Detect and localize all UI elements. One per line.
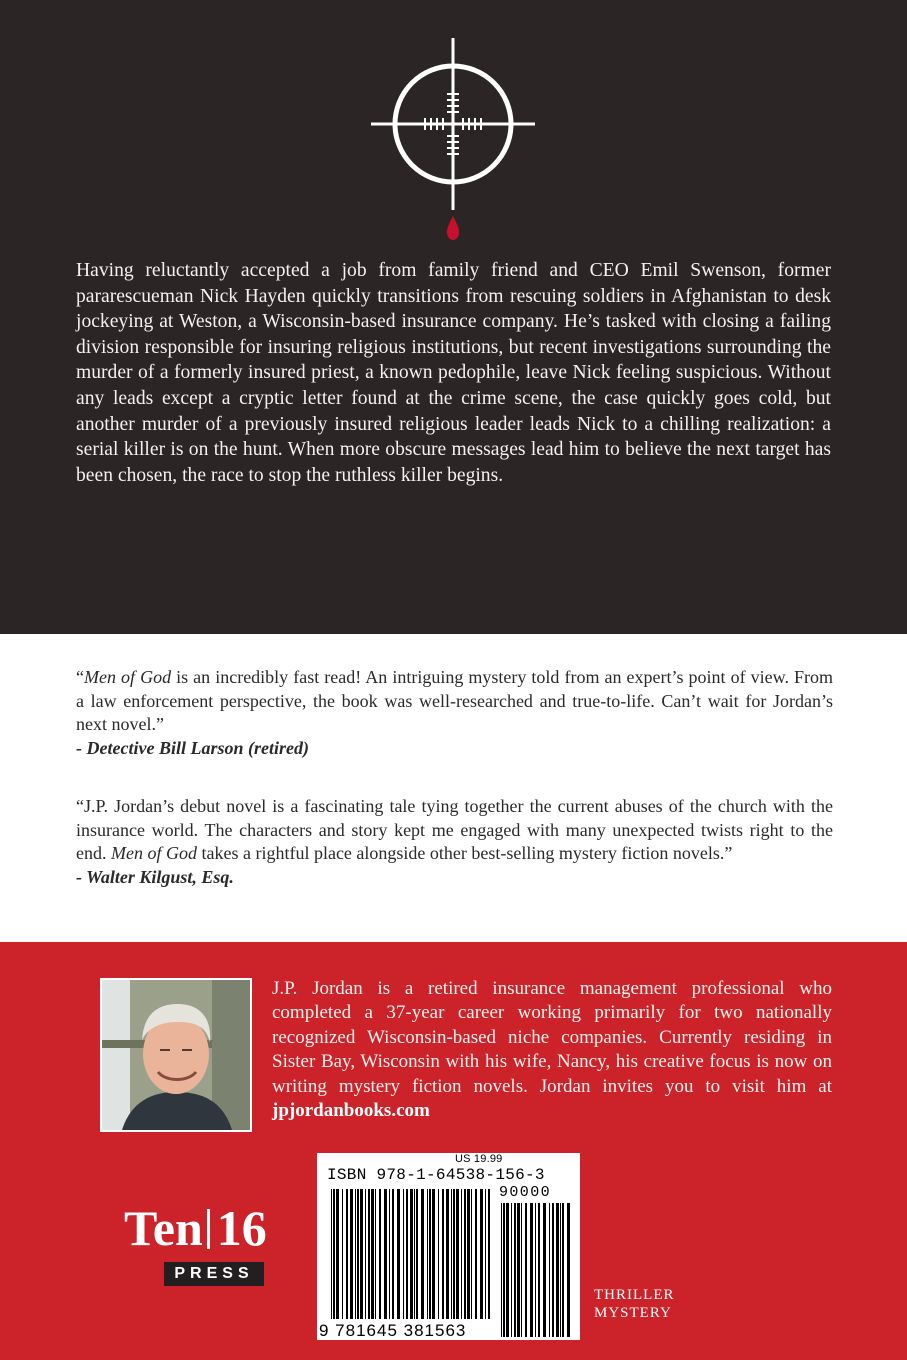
- author-photo: [100, 978, 252, 1132]
- review-kilgust: [76, 795, 833, 889]
- isbn-number: ISBN 978-1-64538-156-3: [327, 1166, 545, 1184]
- price-addon-number: 90000: [499, 1184, 552, 1201]
- genre-line: MYSTERY: [594, 1305, 672, 1321]
- crosshair-icon: [367, 14, 539, 244]
- publisher-logo: [124, 1200, 314, 1256]
- book-title: Men of God: [84, 667, 172, 687]
- author-bio: J.P. Jordan is a retired insurance management professional who completed a 37-year career working primarily for two nationally recognized Wisconsin-based niche companies. Currently residing in Sister Bay, Wisconsin with his wife, Nancy, his creative focus is now on writing mystery fiction novels. Jordan invites you to visit him at jpjordanbooks.com: [272, 978, 832, 1122]
- publisher-name-right: 16: [216, 1200, 267, 1256]
- isbn-barcode: [317, 1153, 580, 1340]
- genre-label: [594, 1286, 675, 1322]
- synopsis-text: Having reluctantly accepted a job from family friend and CEO Emil Swenson, former pararescueman Nick Hayden quickly transitions from rescuing soldiers in Afghanistan to desk jockeying at Weston, a Wisconsin-based insurance company. He’s tasked with closing a failing division responsible for insuring religious institutions, but recent investigations surrounding the murder of a formerly insured priest, a known pedophile, leave Nick feeling suspicious. Without any leads except a cryptic letter found at the crime scene, the case quickly goes cold, but another murder of a previously insured religious leader leads Nick to a chilling realization: a serial killer is on the hunt. When more obscure messages lead him to believe the next target has been chosen, the race to stop the ruthless killer begins.: [76, 260, 831, 486]
- review-quote: “Men of God is an incredibly fast read! An intriguing mystery told from an expert’s point of view. From a law enforcement perspective, the book was well-researched and true-to-life. Can’t wait for Jordan’s next novel.”: [76, 667, 834, 735]
- genre-line: THRILLER: [594, 1287, 675, 1303]
- book-title: Men of God: [111, 843, 197, 864]
- review-attribution: - Walter Kilgust, Esq.: [76, 866, 234, 887]
- publisher-name-left: Ten: [124, 1200, 203, 1256]
- publisher-press-label: PRESS: [164, 1262, 264, 1286]
- barcode-price: US 19.99: [455, 1153, 503, 1165]
- review-quote: “J.P. Jordan’s debut novel is a fascinating tale tying together the current abuses of the church with the insurance world. The characters and story kept me engaged with many unexpected twists right to the end. Men of God takes a rightful place alongside other best-selling mystery fiction novels.”: [76, 796, 833, 864]
- blood-drop-icon: [447, 216, 459, 240]
- ean-digits: 9 781645 381563: [319, 1321, 467, 1340]
- review-larson: [76, 666, 833, 760]
- logo-divider: [207, 1209, 210, 1249]
- review-attribution: - Detective Bill Larson (retired): [76, 737, 309, 758]
- author-website-link[interactable]: jpjordanbooks.com: [272, 1100, 430, 1122]
